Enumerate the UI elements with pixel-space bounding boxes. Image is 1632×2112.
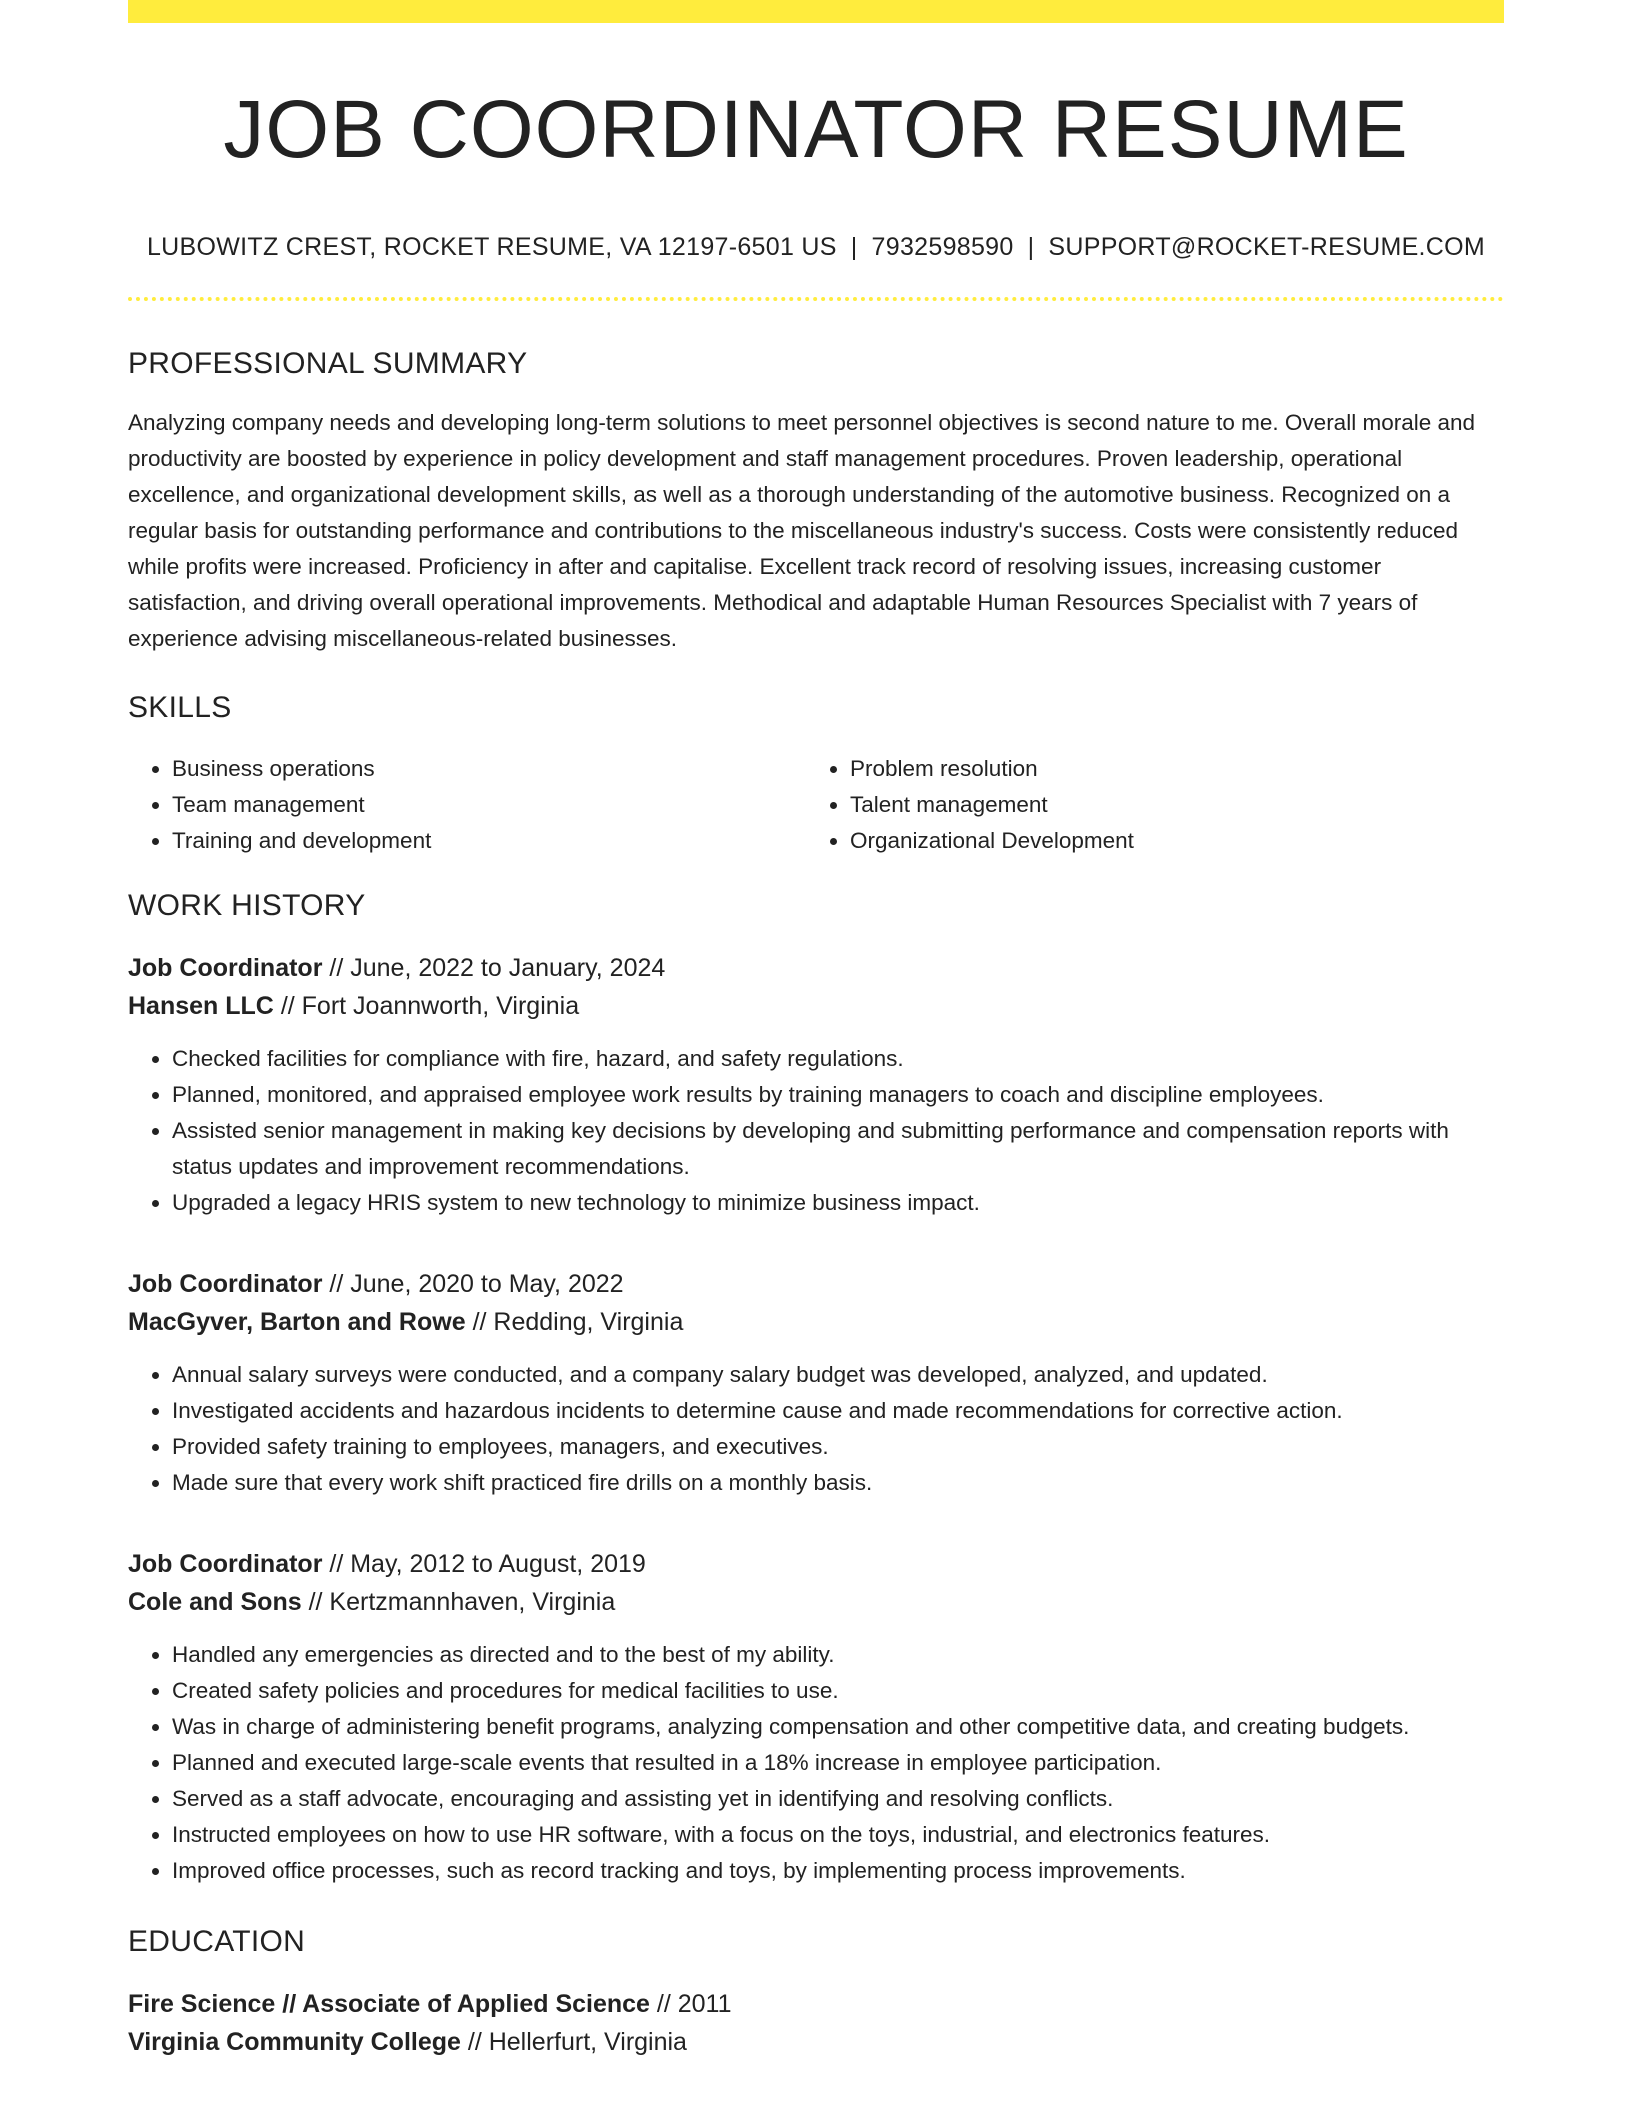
skill-item: • Problem resolution — [850, 751, 1504, 787]
contact-separator: | — [850, 233, 858, 262]
resume-title: JOB COORDINATOR RESUME — [223, 84, 1409, 175]
resume-page — [128, 0, 1504, 2061]
job-bullet: • Planned, monitored, and appraised employee work results by training managers to coach and discipline employees. — [172, 1077, 1504, 1113]
education-heading: EDUCATION — [128, 1925, 306, 1959]
skills-list-right — [806, 751, 1504, 859]
job-bullet: • Annual salary surveys were conducted, and a company salary budget was developed, analyzed, and updated. — [172, 1357, 1504, 1393]
job-entry — [128, 1265, 1504, 1501]
job-bullet: • Upgraded a legacy HRIS system to new technology to minimize business impact. — [172, 1185, 1504, 1221]
skill-item: • Talent management — [850, 787, 1504, 823]
job-title: Job Coordinator — [128, 1550, 323, 1579]
job-title: Job Coordinator — [128, 954, 323, 983]
job-entry — [128, 1545, 1504, 1889]
job-location: // Redding, Virginia — [472, 1308, 684, 1337]
contact-phone: 7932598590 — [871, 233, 1014, 262]
job-bullets — [128, 1637, 1504, 1889]
job-bullet: • Handled any emergencies as directed and to the best of my ability. — [172, 1637, 1504, 1673]
skills-heading: SKILLS — [128, 691, 232, 725]
job-bullet: • Assisted senior management in making key decisions by developing and submitting performance and compensation reports with status updates and improvement recommendations. — [172, 1113, 1504, 1185]
work-history-heading: WORK HISTORY — [128, 889, 366, 923]
job-bullet: • Planned and executed large-scale events that resulted in a 18% increase in employee participation. — [172, 1745, 1504, 1781]
job-bullet: • Was in charge of administering benefit programs, analyzing compensation and other competitive data, and creating budgets. — [172, 1709, 1504, 1745]
education-school-line — [128, 2023, 1504, 2061]
job-dates: // June, 2020 to May, 2022 — [329, 1270, 624, 1299]
skills-list-left — [128, 751, 806, 859]
contact-address: LUBOWITZ CREST, ROCKET RESUME, VA 12197-6501 US — [146, 233, 837, 262]
job-company: Cole and Sons — [128, 1588, 302, 1617]
job-company: Hansen LLC — [128, 992, 274, 1021]
job-dates: // May, 2012 to August, 2019 — [329, 1550, 646, 1579]
job-company-line — [128, 1303, 1504, 1341]
job-bullets — [128, 1041, 1504, 1221]
job-location: // Kertzmannhaven, Virginia — [308, 1588, 616, 1617]
job-bullet: • Served as a staff advocate, encouraging and assisting yet in identifying and resolving conflicts. — [172, 1781, 1504, 1817]
job-bullet: • Provided safety training to employees, managers, and executives. — [172, 1429, 1504, 1465]
job-title: Job Coordinator — [128, 1270, 323, 1299]
education-year: // 2011 — [656, 1990, 732, 2019]
contact-line — [128, 233, 1504, 262]
accent-top-bar — [128, 0, 1504, 23]
summary-heading: PROFESSIONAL SUMMARY — [128, 347, 528, 381]
education-school: Virginia Community College — [128, 2028, 461, 2057]
job-title-line — [128, 949, 1504, 987]
job-bullet: • Checked facilities for compliance with fire, hazard, and safety regulations. — [172, 1041, 1504, 1077]
education-degree: Fire Science // Associate of Applied Science — [128, 1990, 650, 2019]
job-bullet: • Improved office processes, such as record tracking and toys, by implementing process improvements. — [172, 1853, 1504, 1889]
job-bullet: • Created safety policies and procedures for medical facilities to use. — [172, 1673, 1504, 1709]
job-dates: // June, 2022 to January, 2024 — [329, 954, 666, 983]
skill-item: • Organizational Development — [850, 823, 1504, 859]
skill-item: • Training and development — [172, 823, 806, 859]
job-bullet: • Made sure that every work shift practiced fire drills on a monthly basis. — [172, 1465, 1504, 1501]
education-entry — [128, 1985, 1504, 2061]
skills-grid — [128, 751, 1504, 859]
job-title-line — [128, 1545, 1504, 1583]
job-company-line — [128, 987, 1504, 1025]
job-location: // Fort Joannworth, Virginia — [280, 992, 580, 1021]
summary-text: Analyzing company needs and developing long-term solutions to meet personnel objectives is second nature to me. Overall morale and productivity are boosted by experience in policy development and staff management procedures. Proven leadership, operational excellence, and organizational development skills, as well as a thorough understanding of the automotive business. Recognized on a regular basis for outstanding performance and contributions to the miscellaneous industry's success. Costs were consistently reduced while profits were increased. Proficiency in after and capitalise. Excellent track record of resolving issues, increasing customer satisfaction, and driving overall operational improvements. Methodical and adaptable Human Resources Specialist with 7 years of experience advising miscellaneous-related businesses. — [128, 410, 1476, 652]
skill-item: • Team management — [172, 787, 806, 823]
contact-separator: | — [1027, 233, 1035, 262]
job-bullet: • Instructed employees on how to use HR software, with a focus on the toys, industrial, and electronics features. — [172, 1817, 1504, 1853]
job-bullet: • Investigated accidents and hazardous incidents to determine cause and made recommendations for corrective action. — [172, 1393, 1504, 1429]
job-title-line — [128, 1265, 1504, 1303]
job-company: MacGyver, Barton and Rowe — [128, 1308, 466, 1337]
job-entry — [128, 949, 1504, 1221]
job-bullets — [128, 1357, 1504, 1501]
skill-item: • Business operations — [172, 751, 806, 787]
education-degree-line — [128, 1985, 1504, 2023]
job-company-line — [128, 1583, 1504, 1621]
education-location: // Hellerfurt, Virginia — [467, 2028, 687, 2057]
contact-email: SUPPORT@ROCKET-RESUME.COM — [1048, 233, 1486, 262]
dotted-divider — [128, 297, 1504, 301]
